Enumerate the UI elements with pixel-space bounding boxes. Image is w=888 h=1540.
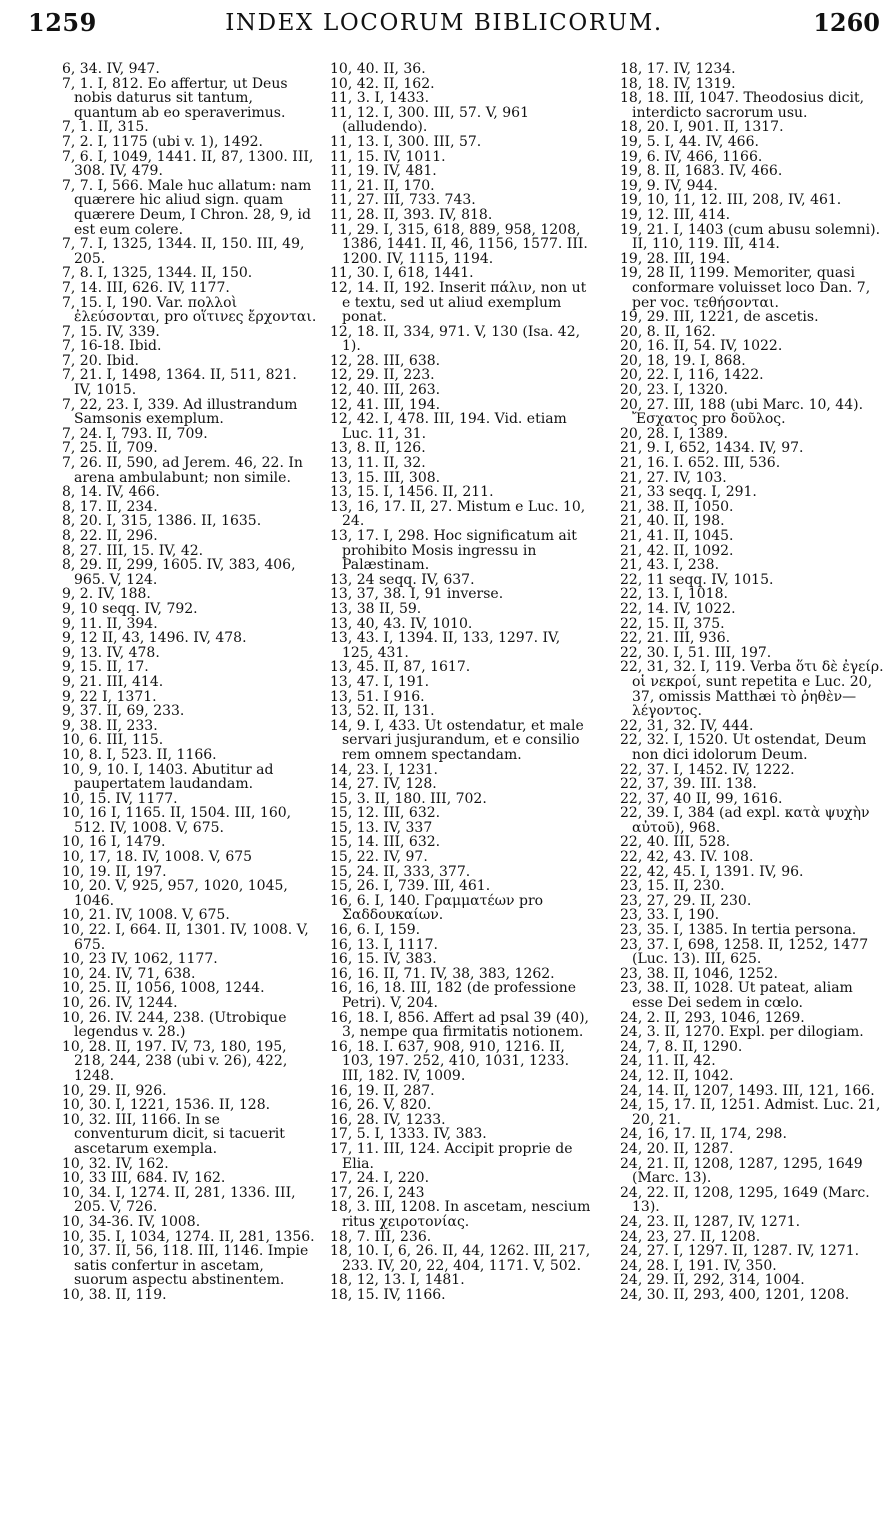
- index-entry: 10, 42. II, 162.: [330, 75, 435, 92]
- index-entry: 11, 28. II, 393. IV, 818.: [330, 206, 493, 223]
- index-entry: 13, 38 II, 59.: [330, 600, 422, 617]
- index-entry: 18, 3. III, 1208. In ascetam, nescium ritus χειροτονίας.: [330, 1199, 591, 1230]
- index-entry: 10, 16 I, 1479.: [62, 834, 166, 851]
- index-entry: 10, 26. IV. 244, 238. (Utrobique legendus v. 28.): [62, 1009, 287, 1041]
- index-entry: 24, 3. II, 1270. Expl. per dilogiam.: [620, 1024, 864, 1041]
- index-entry: 16, 13. I, 1117.: [330, 936, 438, 953]
- index-entry: 9, 13. IV, 478.: [62, 644, 160, 661]
- index-entry: 16, 16. II, 71. IV, 38, 383, 1262.: [330, 965, 555, 982]
- index-entry: 13, 45. II, 87, 1617.: [330, 659, 471, 676]
- index-entry: 22, 42, 45. I, 1391. IV, 96.: [620, 863, 804, 880]
- index-entry: 13, 43. I, 1394. II, 133, 1297. IV, 125, 431.: [330, 630, 561, 661]
- index-entry: 21, 33 seqq. I, 291.: [620, 484, 757, 501]
- index-entry: 13, 8. II, 126.: [330, 440, 426, 457]
- page-header: [0, 6, 888, 54]
- index-entry: 19, 9. IV, 944.: [620, 177, 718, 194]
- index-entry: 20, 27. III, 188 (ubi Marc. 10, 44). Ἔσχατος pro δοῦλος.: [620, 396, 864, 428]
- index-entry: 16, 18. I. 637, 908, 910, 1216. II, 103, 197. 252, 410, 1031, 1233. III, 182. IV, 1009.: [330, 1038, 570, 1084]
- index-entry: 16, 15. IV, 383.: [330, 951, 437, 968]
- index-entry: 24, 16, 17. II, 174, 298.: [620, 1126, 787, 1143]
- index-entry: 20, 22. I, 116, 1422.: [620, 367, 764, 384]
- index-entry: 22, 42, 43. IV. 108.: [620, 849, 754, 866]
- index-entry: 22, 13. I, 1018.: [620, 586, 728, 603]
- index-entry: 23, 27, 29. II, 230.: [620, 892, 752, 909]
- index-entry: 17, 26. I, 243: [330, 1184, 425, 1201]
- index-entry: 13, 47. I, 191.: [330, 673, 430, 690]
- index-column-1: [62, 62, 318, 1302]
- index-entry: 10, 37. II, 56, 118. III, 1146. Impie satis confertur in ascetam, suorum aspectu abstinentem.: [62, 1243, 309, 1289]
- index-entry: 11, 12. I, 300. III, 57. V, 961 (alludendo).: [330, 104, 529, 136]
- index-entry: 10, 6. III, 115.: [62, 732, 164, 749]
- index-entry: 20, 23. I, 1320.: [620, 382, 728, 399]
- index-entry: 24, 23. II, 1287, IV, 1271.: [620, 1213, 801, 1230]
- index-entry: 9, 15. II, 17.: [62, 659, 149, 676]
- index-entry: 24, 2. II, 293, 1046, 1269.: [620, 1009, 805, 1026]
- index-entry: 23, 38. II, 1046, 1252.: [620, 965, 778, 982]
- index-entry: 11, 13. I, 300. III, 57.: [330, 133, 482, 150]
- index-entry: 24, 29. II, 292, 314, 1004.: [620, 1272, 805, 1289]
- index-entry: 12, 14. II, 192. Inserit πάλιν, non ut e textu, sed ut aliud exemplum ponat.: [330, 279, 587, 326]
- index-entry: 9, 11. II, 394.: [62, 615, 158, 632]
- index-entry: 10, 25. II, 1056, 1008, 1244.: [62, 980, 265, 997]
- index-entry: 10, 16 I, 1165. II, 1504. III, 160, 512. IV, 1008. V, 675.: [62, 805, 292, 836]
- index-entry: 21, 16. I. 652. III, 536.: [620, 455, 781, 472]
- index-entry: 22, 21. III, 936.: [620, 630, 731, 647]
- index-entry: 14, 27. IV, 128.: [330, 776, 437, 793]
- index-entry: 14, 23. I, 1231.: [330, 761, 438, 778]
- index-entry: 20, 18, 19. I, 868.: [620, 352, 746, 369]
- index-entry: 15, 26. I, 739. III, 461.: [330, 878, 491, 895]
- index-entry: 15, 24. II, 333, 377.: [330, 863, 471, 880]
- index-entry: 18, 12, 13. I, 1481.: [330, 1272, 465, 1289]
- index-entry: 11, 21. II, 170.: [330, 177, 435, 194]
- index-entry: 17, 24. I, 220.: [330, 1170, 430, 1187]
- index-entry: 19, 28. III, 194.: [620, 250, 731, 267]
- index-entry: 19, 12. III, 414.: [620, 206, 731, 223]
- index-entry: 22, 15. II, 375.: [620, 615, 725, 632]
- index-entry: 7, 24. I, 793. II, 709.: [62, 425, 208, 442]
- index-entry: 18, 18. IV, 1319.: [620, 75, 736, 92]
- page-number-left: 1259: [28, 8, 97, 37]
- index-entry: 24, 20. II, 1287.: [620, 1140, 734, 1157]
- index-entry: 15, 14. III, 632.: [330, 834, 441, 851]
- index-entry: 9, 12 II, 43, 1496. IV, 478.: [62, 630, 247, 647]
- index-entry: 24, 22. II, 1208, 1295, 1649 (Marc. 13).: [620, 1184, 870, 1216]
- index-entry: 7, 15. IV, 339.: [62, 323, 160, 340]
- index-entry: 23, 38. II, 1028. Ut pateat, aliam esse Dei sedem in cœlo.: [620, 980, 853, 1011]
- index-entry: 9, 21. III, 414.: [62, 673, 164, 690]
- index-entry: 9, 22 I, 1371.: [62, 688, 157, 705]
- index-entry: 23, 15. II, 230.: [620, 878, 725, 895]
- index-entry: 18, 17. IV, 1234.: [620, 62, 736, 77]
- index-entry: 15, 22. IV, 97.: [330, 849, 428, 866]
- index-entry: 13, 11. II, 32.: [330, 455, 426, 472]
- index-entry: 10, 28. II, 197. IV, 73, 180, 195, 218, 244, 238 (ubi v. 26), 422, 1248.: [62, 1038, 288, 1084]
- index-entry: 8, 20. I, 315, 1386. II, 1635.: [62, 513, 262, 530]
- index-entry: 7, 7. I, 1325, 1344. II, 150. III, 49, 205.: [62, 236, 305, 267]
- index-entry: 19, 21. I, 1403 (cum abusu solemni). II, 110, 119. III, 414.: [620, 221, 881, 253]
- index-entry: 21, 41. II, 1045.: [620, 528, 734, 544]
- index-entry: 10, 26. IV, 1244.: [62, 995, 178, 1011]
- index-entry: 24, 21. II, 1208, 1287, 1295, 1649 (Marc. 13).: [620, 1155, 863, 1187]
- index-entry: 7, 15. I, 190. Var. πολλοὶ ἐλεύσονται, pro οἵτινες ἔρχονται.: [62, 294, 317, 326]
- index-entry: 24, 30. II, 293, 400, 1201, 1208.: [620, 1286, 850, 1303]
- index-entry: 20, 16. II, 54. IV, 1022.: [620, 338, 783, 355]
- index-entry: 13, 15. I, 1456. II, 211.: [330, 484, 494, 501]
- index-entry: 21, 40. II, 198.: [620, 513, 725, 530]
- index-column-2: [330, 62, 592, 1302]
- index-entry: 13, 17. I, 298. Hoc significatum ait prohibito Mosis ingressu in Palæstinam.: [330, 528, 577, 574]
- index-entry: 18, 18. III, 1047. Theodosius dicit, interdicto sacrorum usu.: [620, 90, 865, 121]
- index-entry: 22, 31, 32. IV, 444.: [620, 717, 754, 734]
- page-title: INDEX LOCORUM BIBLICORUM.: [225, 10, 663, 36]
- index-entry: 7, 25. II, 709.: [62, 440, 158, 457]
- index-entry: 21, 9. I, 652, 1434. IV, 97.: [620, 440, 804, 457]
- index-entry: 11, 3. I, 1433.: [330, 90, 430, 107]
- index-entry: 22, 14. IV, 1022.: [620, 600, 736, 617]
- index-entry: 16, 6. I, 140. Γραμματέων pro Σαδδουκαίων.: [330, 892, 544, 924]
- index-entry: 10, 33 III, 684. IV, 162.: [62, 1170, 226, 1187]
- index-entry: 8, 14. IV, 466.: [62, 484, 160, 501]
- index-entry: 16, 26. V, 820.: [330, 1097, 432, 1114]
- index-entry: 10, 29. II, 926.: [62, 1082, 167, 1099]
- index-entry: 6, 34. IV, 947.: [62, 61, 160, 77]
- index-entry: 14, 9. I, 433. Ut ostendatur, et male servari jusjurandum, et e consilio rem omnem spectandam.: [330, 717, 584, 763]
- index-entry: 22, 31, 32. I, 119. Verba ὅτι δὲ ἐγείρ. οἱ νεκροί, sunt repetita e Luc. 20, 37, omissis Matthæi τὸ ῥηθὲν—λέγοντος.: [620, 659, 884, 720]
- index-entry: 21, 38. II, 1050.: [620, 498, 734, 515]
- index-entry: 9, 37. II, 69, 233.: [62, 703, 185, 720]
- index-entry: 21, 42. II, 1092.: [620, 542, 734, 559]
- index-entry: 17, 11. III, 124. Accipit proprie de Elia.: [330, 1140, 573, 1172]
- index-entry: 12, 28. III, 638.: [330, 352, 441, 369]
- index-entry: 20, 28. I, 1389.: [620, 425, 728, 442]
- index-entry: 12, 42. I, 478. III, 194. Vid. etiam Luc. 11, 31.: [330, 411, 567, 442]
- index-entry: 7, 22, 23. I, 339. Ad illustrandum Samsonis exemplum.: [62, 396, 298, 428]
- index-entry: 19, 8. II, 1683. IV, 466.: [620, 163, 783, 180]
- index-entry: 22, 37. I, 1452. IV, 1222.: [620, 761, 795, 778]
- index-entry: 10, 34. I, 1274. II, 281, 1336. III, 205. V, 726.: [62, 1184, 296, 1216]
- index-entry: 18, 7. III, 236.: [330, 1228, 432, 1245]
- index-entry: 24, 23, 27. II, 1208.: [620, 1228, 761, 1245]
- index-entry: 11, 29. I, 315, 618, 889, 958, 1208, 1386, 1441. II, 46, 1156, 1577. III. 1200. IV, 1115, 1194.: [330, 221, 588, 267]
- index-entry: 22, 39. I, 384 (ad expl. κατὰ ψυχὴν αὐτοῦ), 968.: [620, 805, 870, 836]
- index-entry: 19, 5. I, 44. IV, 466.: [620, 133, 759, 150]
- index-entry: 7, 6. I, 1049, 1441. II, 87, 1300. III, 308. IV, 479.: [62, 148, 314, 180]
- index-entry: 23, 33. I, 190.: [620, 907, 720, 924]
- index-entry: 8, 29. II, 299, 1605. IV, 383, 406, 965. V, 124.: [62, 557, 296, 588]
- index-entry: 16, 16, 18. III, 182 (de professione Petri). V, 204.: [330, 980, 577, 1011]
- index-entry: 10, 38. II, 119.: [62, 1286, 167, 1303]
- index-entry: 24, 14. II, 1207, 1493. III, 121, 166.: [620, 1082, 875, 1099]
- index-entry: 11, 27. III, 733. 743.: [330, 192, 476, 209]
- index-entry: 18, 20. I, 901. II, 1317.: [620, 119, 784, 136]
- index-entry: 8, 27. III, 15. IV, 42.: [62, 542, 204, 559]
- index-entry: 9, 10 seqq. IV, 792.: [62, 600, 198, 617]
- index-entry: 11, 19. IV, 481.: [330, 163, 437, 180]
- index-entry: 10, 15. IV, 1177.: [62, 790, 178, 807]
- index-entry: 16, 6. I, 159.: [330, 922, 421, 939]
- index-entry: 13, 51. I 916.: [330, 688, 425, 705]
- index-entry: 15, 13. IV, 337: [330, 819, 433, 836]
- index-entry: 15, 3. II, 180. III, 702.: [330, 790, 487, 807]
- index-entry: 13, 40, 43. IV, 1010.: [330, 615, 473, 632]
- index-entry: 8, 22. II, 296.: [62, 528, 158, 544]
- index-entry: 16, 19. II, 287.: [330, 1082, 435, 1099]
- index-entry: 10, 19. II, 197.: [62, 863, 167, 880]
- index-entry: 10, 32. IV, 162.: [62, 1155, 169, 1172]
- index-entry: 11, 30. I, 618, 1441.: [330, 265, 474, 282]
- index-entry: 16, 18. I, 856. Affert ad psal 39 (40), 3, nempe qua firmitatis notionem.: [330, 1009, 589, 1041]
- index-entry: 21, 43. I, 238.: [620, 557, 720, 574]
- index-entry: 7, 1. I, 812. Eo affertur, ut Deus nobis daturus sit tantum, quantum ab eo speraverimus.: [62, 75, 288, 121]
- index-entry: 24, 11. II, 42.: [620, 1053, 716, 1070]
- index-entry: 10, 20. V, 925, 957, 1020, 1045, 1046.: [62, 878, 288, 909]
- index-entry: 22, 37, 39. III. 138.: [620, 776, 757, 793]
- index-entry: 7, 8. I, 1325, 1344. II, 150.: [62, 265, 253, 282]
- index-entry: 22, 37, 40 II, 99, 1616.: [620, 790, 783, 807]
- index-entry: 9, 2. IV, 188.: [62, 586, 151, 603]
- index-entry: 18, 10. I, 6, 26. II, 44, 1262. III, 217, 233. IV, 20, 22, 404, 1171. V, 502.: [330, 1243, 591, 1274]
- index-entry: 22, 32. I, 1520. Ut ostendat, Deum non dici idolorum Deum.: [620, 732, 867, 763]
- index-entry: 10, 8. I, 523. II, 1166.: [62, 746, 217, 763]
- index-entry: 10, 21. IV, 1008. V, 675.: [62, 907, 230, 924]
- index-entry: 7, 20. Ibid.: [62, 352, 139, 369]
- index-entry: 13, 52. II, 131.: [330, 703, 435, 720]
- index-entry: 9, 38. II, 233.: [62, 717, 158, 734]
- index-entry: 17, 5. I, 1333. IV, 383.: [330, 1126, 487, 1143]
- index-entry: 7, 16-18. Ibid.: [62, 338, 162, 355]
- index-entry: 12, 40. III, 263.: [330, 382, 441, 399]
- index-entry: 23, 37. I, 698, 1258. II, 1252, 1477 (Luc. 13). III, 625.: [620, 936, 869, 968]
- index-entry: 19, 28 II, 1199. Memoriter, quasi conformare voluisset loco Dan. 7, per voc. τεθήσονται.: [620, 265, 871, 311]
- index-entry: 7, 26. II, 590, ad Jerem. 46, 22. In arena ambulabunt; non simile.: [62, 455, 303, 486]
- index-entry: 19, 29. III, 1221, de ascetis.: [620, 309, 819, 326]
- index-entry: 24, 27. I, 1297. II, 1287. IV, 1271.: [620, 1243, 860, 1260]
- index-entry: 22, 40. III, 528.: [620, 834, 731, 851]
- index-entry: 20, 8. II, 162.: [620, 323, 716, 340]
- index-entry: 13, 16, 17. II, 27. Mistum e Luc. 10, 24.: [330, 498, 586, 530]
- index-entry: 10, 17, 18. IV, 1008. V, 675: [62, 849, 253, 866]
- index-entry: 22, 11 seqq. IV, 1015.: [620, 571, 774, 588]
- index-entry: 15, 12. III, 632.: [330, 805, 441, 822]
- index-entry: 12, 18. II, 334, 971. V, 130 (Isa. 42, 1).: [330, 323, 581, 355]
- index-entry: 24, 15, 17. II, 1251. Admist. Luc. 21, 20, 21.: [620, 1097, 881, 1128]
- index-entry: 16, 28. IV, 1233.: [330, 1111, 446, 1128]
- index-entry: 10, 34-36. IV, 1008.: [62, 1213, 201, 1230]
- index-entry: 7, 14. III, 626. IV, 1177.: [62, 279, 230, 296]
- index-entry: 12, 41. III, 194.: [330, 396, 441, 413]
- page-number-right: 1260: [813, 8, 880, 37]
- index-entry: 24, 28. I, 191. IV, 350.: [620, 1257, 777, 1274]
- index-entry: 18, 15. IV, 1166.: [330, 1286, 446, 1303]
- index-entry: 10, 22. I, 664. II, 1301. IV, 1008. V, 675.: [62, 922, 309, 953]
- index-entry: 10, 30. I, 1221, 1536. II, 128.: [62, 1097, 271, 1114]
- index-entry: 21, 27. IV, 103.: [620, 469, 727, 486]
- index-entry: 7, 2. I, 1175 (ubi v. 1), 1492.: [62, 133, 263, 150]
- index-entry: 10, 32. III, 1166. In se conventurum dicit, si tacuerit ascetarum exempla.: [62, 1111, 285, 1157]
- index-entry: 10, 24. IV, 71, 638.: [62, 965, 196, 982]
- index-entry: 10, 23 IV, 1062, 1177.: [62, 951, 218, 968]
- index-entry: 13, 24 seqq. IV, 637.: [330, 571, 475, 588]
- index-entry: 7, 1. II, 315.: [62, 119, 149, 136]
- index-entry: 19, 6. IV, 466, 1166.: [620, 148, 763, 165]
- index-entry: 13, 15. III, 308.: [330, 469, 441, 486]
- index-entry: 24, 7, 8. II, 1290.: [620, 1038, 743, 1055]
- index-entry: 10, 35. I, 1034, 1274. II, 281, 1356.: [62, 1228, 315, 1245]
- index-entry: 10, 40. II, 36.: [330, 61, 426, 77]
- index-entry: 11, 15. IV, 1011.: [330, 148, 446, 165]
- index-entry: 24, 12. II, 1042.: [620, 1067, 734, 1084]
- index-column-3: [620, 62, 888, 1302]
- index-entry: 19, 10, 11, 12. III, 208, IV, 461.: [620, 192, 842, 209]
- index-entry: 23, 35. I, 1385. In tertia persona.: [620, 922, 857, 939]
- index-entry: 12, 29. II, 223.: [330, 367, 435, 384]
- index-entry: 8, 17. II, 234.: [62, 498, 158, 515]
- index-entry: 13, 37, 38. I, 91 inverse.: [330, 586, 504, 603]
- index-entry: 7, 7. I, 566. Male huc allatum: nam quærere hic aliud sign. quam quærere Deum, I Chron. 28, 9, id est eum colere.: [62, 177, 312, 238]
- index-entry: 10, 9, 10. I, 1403. Abutitur ad paupertatem laudandam.: [62, 761, 274, 793]
- index-entry: 22, 30. I, 51. III, 197.: [620, 644, 772, 661]
- index-entry: 7, 21. I, 1498, 1364. II, 511, 821. IV, 1015.: [62, 367, 297, 399]
